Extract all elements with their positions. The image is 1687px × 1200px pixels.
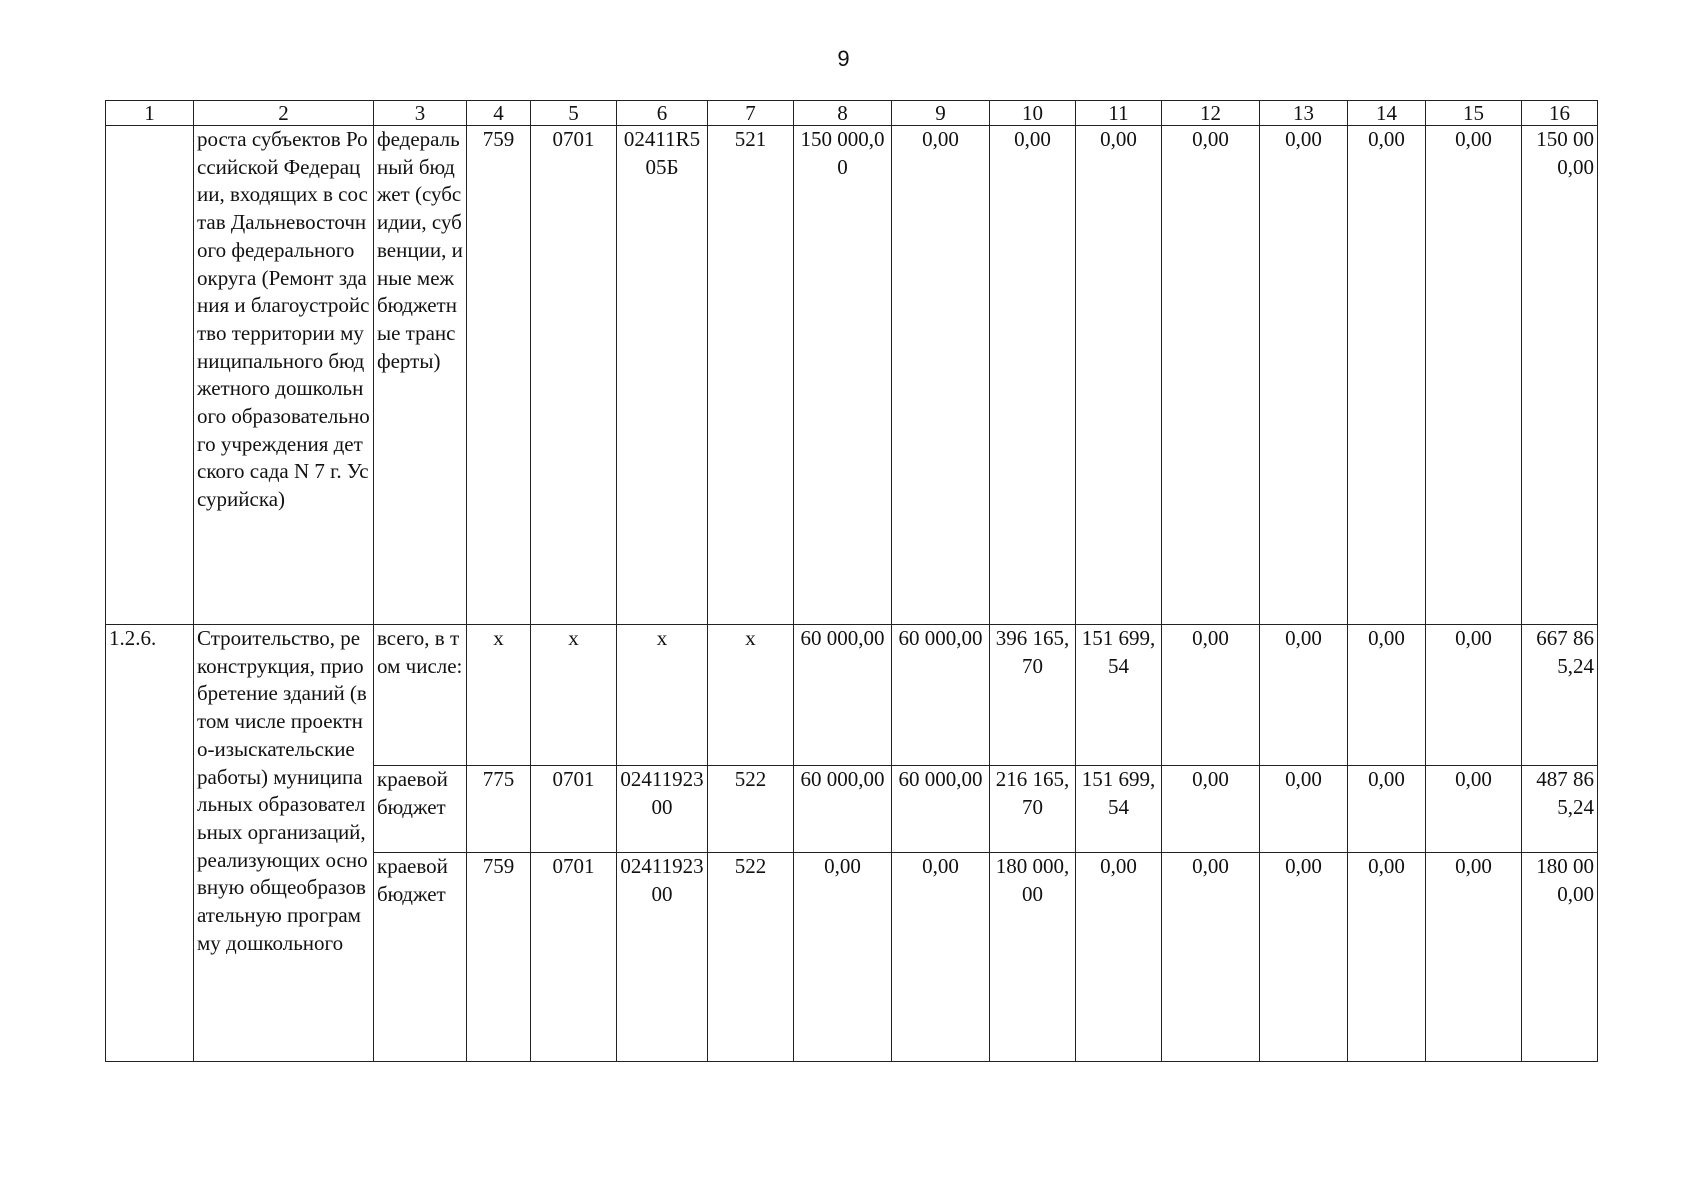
funding-source-cell: краевой бюджет bbox=[374, 853, 467, 1062]
header-cell: 5 bbox=[531, 101, 617, 126]
amount-cell: 396 165,70 bbox=[990, 625, 1076, 766]
amount-cell: 0,00 bbox=[1348, 625, 1426, 766]
amount-cell: 0,00 bbox=[1076, 853, 1162, 1062]
amount-cell: 0,00 bbox=[1260, 126, 1348, 625]
amount-cell: 0,00 bbox=[1426, 126, 1522, 625]
amount-cell: 0,00 bbox=[1162, 766, 1260, 853]
header-cell: 2 bbox=[194, 101, 374, 126]
amount-cell: 0,00 bbox=[1348, 126, 1426, 625]
header-cell: 8 bbox=[794, 101, 892, 126]
header-cell: 14 bbox=[1348, 101, 1426, 126]
amount-cell: 180 000,00 bbox=[990, 853, 1076, 1062]
amount-cell: 216 165,70 bbox=[990, 766, 1076, 853]
amount-cell: 0,00 bbox=[1162, 625, 1260, 766]
code-cell: 522 bbox=[708, 853, 794, 1062]
amount-cell: 151 699,54 bbox=[1076, 625, 1162, 766]
amount-cell: 0,00 bbox=[794, 853, 892, 1062]
code-cell: 0241192300 bbox=[617, 853, 708, 1062]
code-cell: 775 bbox=[467, 766, 531, 853]
header-cell: 12 bbox=[1162, 101, 1260, 126]
funding-source-cell: всего, в том числе: bbox=[374, 625, 467, 766]
code-cell: 0701 bbox=[531, 853, 617, 1062]
amount-cell: 60 000,00 bbox=[892, 625, 990, 766]
table-row bbox=[106, 625, 1598, 766]
total-cell: 180 000,00 bbox=[1522, 853, 1598, 1062]
amount-cell: 0,00 bbox=[1260, 766, 1348, 853]
code-cell: 521 bbox=[708, 126, 794, 625]
amount-cell: 0,00 bbox=[1426, 625, 1522, 766]
page-number: 9 bbox=[837, 46, 850, 71]
amount-cell: 60 000,00 bbox=[794, 625, 892, 766]
table-row bbox=[106, 126, 1598, 625]
amount-cell: 0,00 bbox=[892, 126, 990, 625]
header-cell: 4 bbox=[467, 101, 531, 126]
header-cell: 6 bbox=[617, 101, 708, 126]
total-cell: 667 865,24 bbox=[1522, 625, 1598, 766]
code-cell: 759 bbox=[467, 126, 531, 625]
header-cell: 9 bbox=[892, 101, 990, 126]
code-cell: x bbox=[531, 625, 617, 766]
amount-cell: 0,00 bbox=[1076, 126, 1162, 625]
amount-cell: 0,00 bbox=[1162, 126, 1260, 625]
amount-cell: 0,00 bbox=[1162, 853, 1260, 1062]
code-cell: 0241192300 bbox=[617, 766, 708, 853]
amount-cell: 60 000,00 bbox=[794, 766, 892, 853]
amount-cell: 60 000,00 bbox=[892, 766, 990, 853]
row-number-cell: 1.2.6. bbox=[106, 625, 194, 1062]
total-cell: 150 000,00 bbox=[1522, 126, 1598, 625]
funding-source-cell: краевой бюджет bbox=[374, 766, 467, 853]
amount-cell: 150 000,00 bbox=[794, 126, 892, 625]
code-cell: x bbox=[708, 625, 794, 766]
budget-table bbox=[105, 100, 1598, 1062]
header-cell: 11 bbox=[1076, 101, 1162, 126]
code-cell: x bbox=[617, 625, 708, 766]
amount-cell: 151 699,54 bbox=[1076, 766, 1162, 853]
amount-cell: 0,00 bbox=[1348, 853, 1426, 1062]
header-cell: 16 bbox=[1522, 101, 1598, 126]
header-cell: 13 bbox=[1260, 101, 1348, 126]
code-cell: 759 bbox=[467, 853, 531, 1062]
code-cell: 0701 bbox=[531, 126, 617, 625]
header-cell: 1 bbox=[106, 101, 194, 126]
header-cell: 10 bbox=[990, 101, 1076, 126]
code-cell: 522 bbox=[708, 766, 794, 853]
code-cell: 02411R505Б bbox=[617, 126, 708, 625]
header-cell: 3 bbox=[374, 101, 467, 126]
amount-cell: 0,00 bbox=[1426, 766, 1522, 853]
code-cell: x bbox=[467, 625, 531, 766]
activity-name-cell: Строительство, реконструкция, приобретение зданий (в том числе проектно-изыскательские работы) муниципальных образовательных организаций, реализующих основную общеобразовательную программу дошкольного bbox=[194, 625, 374, 1062]
header-row bbox=[106, 101, 1598, 126]
header-cell: 7 bbox=[708, 101, 794, 126]
row-number-cell bbox=[106, 126, 194, 625]
amount-cell: 0,00 bbox=[1260, 853, 1348, 1062]
amount-cell: 0,00 bbox=[1260, 625, 1348, 766]
header-cell: 15 bbox=[1426, 101, 1522, 126]
amount-cell: 0,00 bbox=[1426, 853, 1522, 1062]
code-cell: 0701 bbox=[531, 766, 617, 853]
activity-name-cell: роста субъектов Российской Федерации, входящих в состав Дальневосточного федерального округа (Ремонт здания и благоустройство территории муниципального бюджетного дошкольного образовательного учреждения детского сада N 7 г. Уссурийска) bbox=[194, 126, 374, 625]
amount-cell: 0,00 bbox=[892, 853, 990, 1062]
funding-source-cell: федеральный бюджет (субсидии, субвенции, иные межбюджетные трансферты) bbox=[374, 126, 467, 625]
total-cell: 487 865,24 bbox=[1522, 766, 1598, 853]
amount-cell: 0,00 bbox=[990, 126, 1076, 625]
amount-cell: 0,00 bbox=[1348, 766, 1426, 853]
